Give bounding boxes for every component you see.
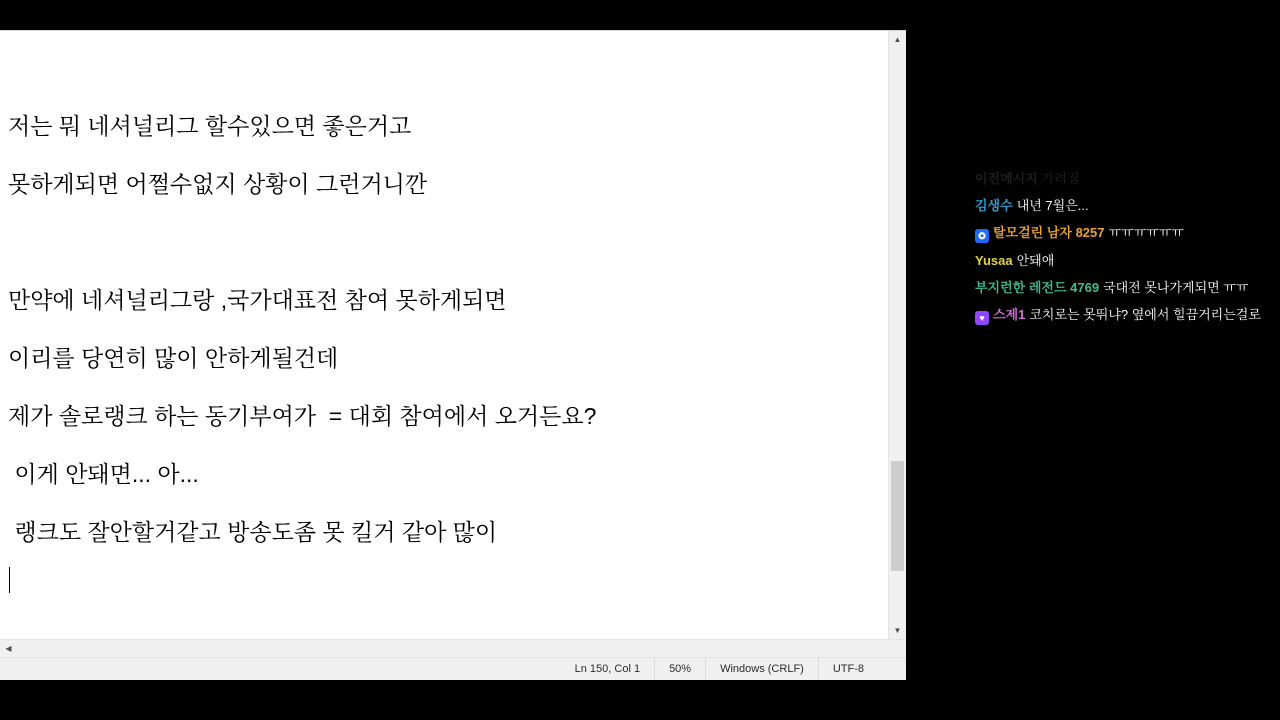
chat-username[interactable]: 스제1 [993, 307, 1026, 322]
document-line: 이게 안돼면... 아... [8, 461, 199, 487]
status-cursor-position[interactable]: Ln 150, Col 1 [574, 663, 641, 675]
chat-text: 가려짐 [1041, 171, 1080, 186]
chat-message [975, 306, 1275, 325]
document-line: 이리를 당연히 많이 안하게될건데 [8, 345, 339, 371]
editor-body [0, 31, 906, 639]
chat-text: 국대전 못나가게되면 ㅠㅠ [1103, 280, 1249, 295]
chat-text: 내년 7월은... [1016, 198, 1089, 213]
document-line: 못하게되면 어쩔수없지 상황이 그런거니깐 [8, 171, 428, 197]
scroll-up-arrow-icon[interactable]: ▲ [889, 31, 906, 48]
chat-message [975, 224, 1275, 243]
chat-text: 코치로는 못뛰냐? 옆에서 힐끔거리는걸로 [1029, 307, 1261, 322]
chat-text: 안돼애 [1016, 253, 1055, 268]
document-line: 랭크도 잘안할거같고 방송도좀 못 킬거 같아 많이 [8, 519, 498, 545]
chat-username[interactable]: 김생수 [975, 198, 1013, 213]
chat-message [975, 197, 1275, 215]
text-caret [9, 567, 10, 593]
subscriber-badge-icon: ♥ [975, 311, 989, 325]
document-line: 제가 솔로랭크 하는 동기부여가 = 대회 참여에서 오거든요? [8, 403, 597, 429]
chat-username[interactable]: 부지런한 레전드 4769 [975, 280, 1100, 295]
chat-username[interactable]: Yusaa [975, 253, 1013, 268]
chat-overlay [975, 170, 1275, 334]
chat-text: ㅠㅠㅠㅠㅠㅠ [1108, 225, 1184, 240]
chat-message [975, 279, 1275, 297]
status-bar [0, 657, 906, 680]
status-encoding[interactable]: UTF-8 [818, 658, 878, 680]
document-line: 만약에 네셔널리그랑 ,국가대표전 참여 못하게되면 [8, 287, 507, 313]
vertical-scrollbar-thumb[interactable] [891, 461, 904, 571]
status-line-ending[interactable]: Windows (CRLF) [705, 658, 818, 680]
chat-username[interactable]: 탈모걸린 남자 8257 [993, 225, 1105, 240]
chat-message [975, 170, 1275, 188]
text-editor-window [0, 30, 906, 680]
vertical-scrollbar[interactable] [888, 31, 906, 639]
document-line [8, 213, 888, 271]
scroll-down-arrow-icon[interactable]: ▼ [889, 622, 906, 639]
moderator-badge-icon: ✪ [975, 229, 989, 243]
horizontal-scrollbar[interactable] [0, 639, 906, 657]
status-zoom-level[interactable]: 50% [654, 658, 705, 680]
chat-message [975, 252, 1275, 270]
scroll-left-arrow-icon[interactable]: ◀ [5, 644, 12, 653]
document-line: 저는 뭐 네셔널리그 할수있으면 좋은거고 [8, 113, 412, 139]
status-bar-padding [878, 658, 906, 680]
chat-username[interactable]: 이전메시지 [975, 171, 1038, 186]
document-text-area[interactable] [0, 31, 888, 639]
